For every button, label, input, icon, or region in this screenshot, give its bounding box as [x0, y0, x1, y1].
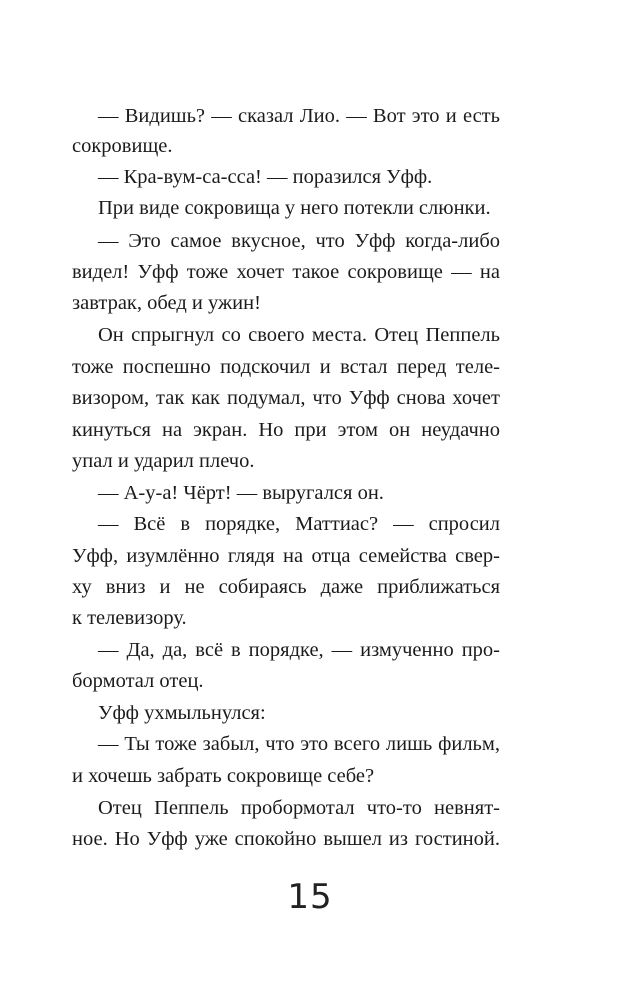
text-line: видел! Уфф тоже хочет такое сокровище — на — [72, 261, 500, 283]
text-line: — Кра-вум-са-сса! — поразился Уфф. — [98, 166, 433, 188]
text-line: и хочешь забрать сокровище себе? — [72, 765, 375, 787]
text-line: Он спрыгнул со своего места. Отец Пеппель — [98, 324, 500, 346]
text-line: Уфф ухмыльнулся: — [98, 702, 266, 724]
text-line: к телевизору. — [72, 607, 187, 629]
text-line: визором, так как подумал, что Уфф снова хочет — [72, 387, 500, 409]
text-line: При виде сокровища у него потекли слюнки. — [98, 197, 491, 219]
text-line: сокровище. — [72, 135, 173, 157]
text-line: ное. Но Уфф уже спокойно вышел из гостиной. — [72, 828, 500, 850]
text-line: бормотал отец. — [72, 670, 204, 692]
text-line: Уфф, изумлённо глядя на отца семейства свер- — [72, 545, 500, 567]
text-line: — Ты тоже забыл, что это всего лишь фильм, — [98, 733, 500, 755]
text-line: завтрак, обед и ужин! — [72, 292, 261, 314]
text-line: ху вниз и не собираясь даже приближаться — [72, 576, 500, 598]
text-line: — А-у-а! Чёрт! — выругался он. — [98, 482, 384, 504]
text-line: кинуться на экран. Но при этом он неудачно — [72, 419, 500, 441]
text-line: — Да, да, всё в порядке, — измученно про- — [98, 639, 500, 661]
text-line: Отец Пеппель пробормотал что-то невнят- — [98, 797, 500, 819]
text-line: — Видишь? — сказал Лио. — Вот это и есть — [98, 105, 500, 127]
text-line: упал и ударил плечо. — [72, 450, 255, 472]
text-line: тоже поспешно подскочил и встал перед теле- — [72, 356, 500, 378]
page-number: 15 — [287, 877, 333, 917]
text-line: — Это самое вкусное, что Уфф когда-либо — [98, 230, 500, 252]
text-line: — Всё в порядке, Маттиас? — спросил — [98, 513, 500, 535]
